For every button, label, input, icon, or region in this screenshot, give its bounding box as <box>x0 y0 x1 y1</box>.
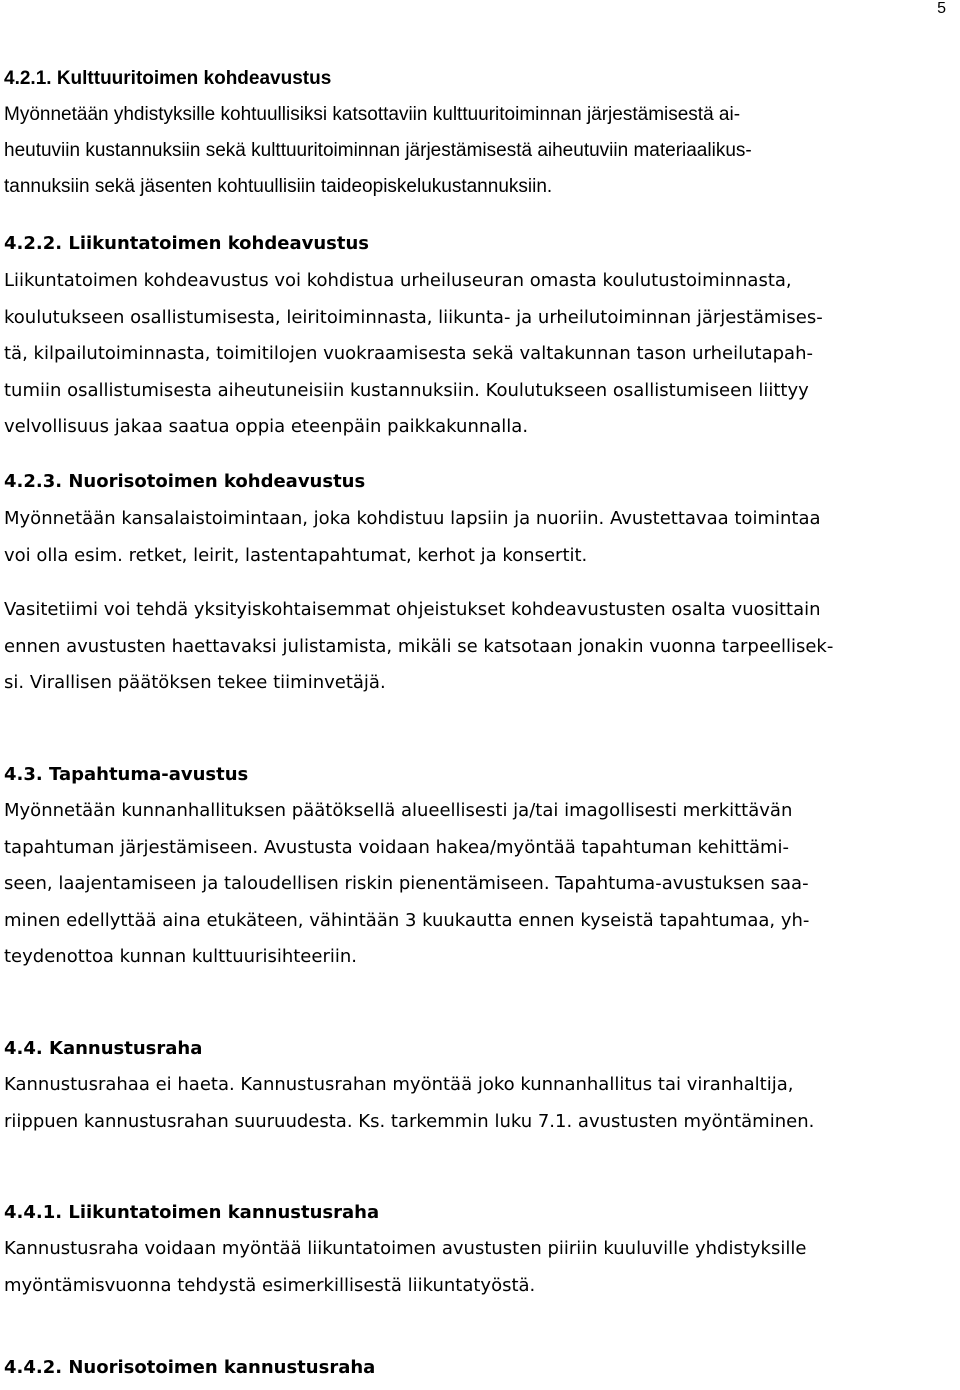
body-line: myöntämisvuonna tehdystä esimerkillisestä liikuntatyöstä. <box>4 1274 536 1296</box>
body-line: tumiin osallistumisesta aiheutuneisiin kustannuksiin. Koulutukseen osallistumiseen liittyy <box>4 379 809 401</box>
body-line: Vasitetiimi voi tehdä yksityiskohtaisemmat ohjeistukset kohdeavustusten osalta vuosittain <box>4 599 821 620</box>
body-line: riippuen kannustusrahan suuruudesta. Ks. tarkemmin luku 7.1. avustusten myöntäminen. <box>4 1110 815 1132</box>
body-line: Myönnetään kansalaistoimintaan, joka kohdistuu lapsiin ja nuoriin. Avustettavaa toimintaa <box>4 508 821 529</box>
body-line: Kannustusraha voidaan myöntää liikuntatoimen avustusten piiriin kuuluville yhdistyksille <box>4 1238 807 1259</box>
body-line: Myönnetään yhdistyksille kohtuullisiksi katsottaviin kulttuuritoiminnan järjestämisestä ai- <box>4 104 741 125</box>
section-note-4-2-3 <box>4 592 954 702</box>
body-line: tapahtuman järjestämiseen. Avustusta voidaan hakea/myöntää tapahtuman kehittämi- <box>4 836 790 858</box>
body-line: velvollisuus jakaa saatua oppia eteenpäin paikkakunnalla. <box>4 416 529 437</box>
section-heading-4-4-2: 4.4.2. Nuorisotoimen kannustusraha <box>4 1357 376 1378</box>
section-body-4-2-1 <box>4 97 954 205</box>
section-body-4-2-3 <box>4 501 954 574</box>
section-body-4-3 <box>4 793 954 976</box>
section-heading-4-4-1: 4.4.1. Liikuntatoimen kannustusraha <box>4 1202 380 1223</box>
body-line: seen, laajentamiseen ja taloudellisen riskin pienentämiseen. Tapahtuma-avustuksen saa- <box>4 873 809 894</box>
section-body-4-4 <box>4 1067 954 1140</box>
body-line: Kannustusrahaa ei haeta. Kannustusrahan myöntää joko kunnanhallitus tai viranhaltija, <box>4 1074 794 1095</box>
body-line: koulutukseen osallistumisesta, leiritoiminnasta, liikunta- ja urheilutoiminnan järjestämises- <box>4 306 823 328</box>
body-line: ennen avustusten haettavaksi julistamista, mikäli se katsotaan jonakin vuonna tarpeellisek- <box>4 635 834 657</box>
page-number: 5 <box>937 0 946 17</box>
section-heading-4-2-3: 4.2.3. Nuorisotoimen kohdeavustus <box>4 471 366 492</box>
body-line: tä, kilpailutoiminnasta, toimitilojen vuokraamisesta sekä valtakunnan tason urheilutapah- <box>4 343 813 364</box>
body-line: voi olla esim. retket, leirit, lastentapahtumat, kerhot ja konsertit. <box>4 544 588 566</box>
body-line: Liikuntatoimen kohdeavustus voi kohdistua urheiluseuran omasta koulutustoiminnasta, <box>4 270 792 291</box>
section-body-4-2-2 <box>4 263 954 446</box>
body-line: si. Virallisen päätöksen tekee tiiminvetäjä. <box>4 672 386 693</box>
section-heading-4-3: 4.3. Tapahtuma-avustus <box>4 764 249 785</box>
section-body-4-4-1 <box>4 1231 954 1304</box>
section-heading-4-2-1: 4.2.1. Kulttuuritoimen kohdeavustus <box>4 68 332 89</box>
section-heading-4-2-2: 4.2.2. Liikuntatoimen kohdeavustus <box>4 233 370 254</box>
body-line: heutuviin kustannuksiin sekä kulttuuritoiminnan järjestämisestä aiheutuviin materiaalikus- <box>4 140 752 161</box>
body-line: minen edellyttää aina etukäteen, vähintään 3 kuukautta ennen kyseistä tapahtumaa, yh- <box>4 909 810 931</box>
body-line: tannuksiin sekä jäsenten kohtuullisiin taideopiskelukustannuksiin. <box>4 176 553 197</box>
body-line: Myönnetään kunnanhallituksen päätöksellä alueellisesti ja/tai imagollisesti merkittävän <box>4 800 793 821</box>
section-heading-4-4: 4.4. Kannustusraha <box>4 1038 203 1059</box>
body-line: teydenottoa kunnan kulttuurisihteeriin. <box>4 946 357 967</box>
